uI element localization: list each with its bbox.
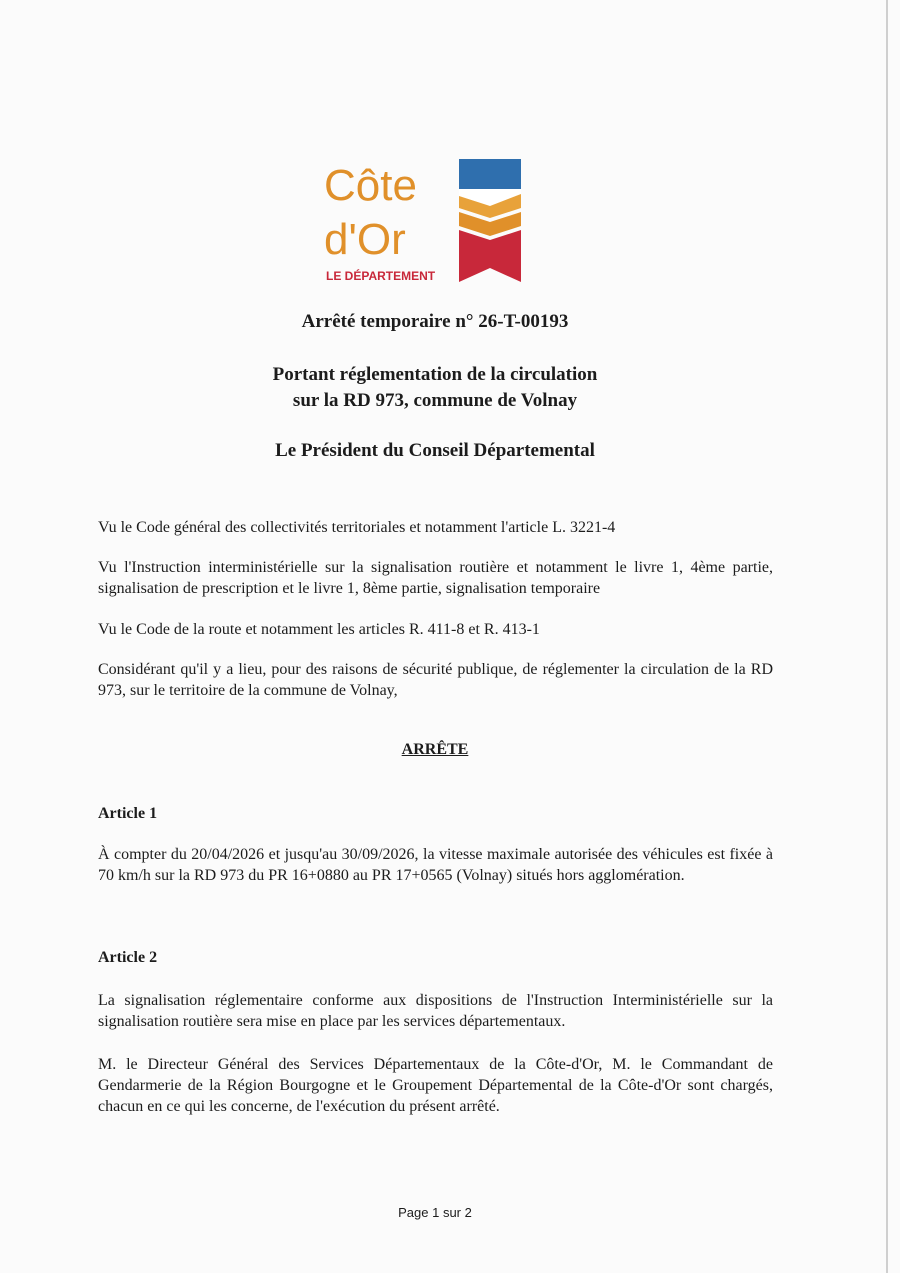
logo-line2: d'Or (324, 215, 406, 264)
arrete-subject (0, 362, 870, 414)
authority-title: Le Président du Conseil Départemental (275, 440, 595, 461)
article-2-heading: Article 2 (98, 949, 158, 966)
preamble-vu-1: Vu le Code général des collectivités territoriales et notamment l'article L. 3221-4 (98, 519, 616, 536)
logo-tagline: LE DÉPARTEMENT (326, 269, 436, 283)
article-2-text-1: La signalisation réglementaire conforme aux dispositions de l'Instruction Interministérielle sur la signalisation routière sera mise en place par les services départementaux. (98, 992, 773, 1030)
subject-line-2: sur la RD 973, commune de Volnay (292, 390, 578, 411)
logo-flag-icon (459, 159, 521, 282)
preamble-vu-3: Vu le Code de la route et notamment les articles R. 411-8 et R. 413-1 (98, 621, 540, 638)
page-edge (886, 0, 888, 1273)
preamble-vu-2: Vu l'Instruction interministérielle sur la signalisation routière et notamment le livre 1, 4ème partie, signalisation de prescription et le livre 1, 8ème partie, signalisation temporaire (98, 559, 773, 597)
article-1-text: À compter du 20/04/2026 et jusqu'au 30/09/2026, la vitesse maximale autorisée des véhicules est fixée à 70 km/h sur la RD 973 du PR 16+0880 au PR 17+0565 (Volnay) situés hors agglomération. (98, 846, 773, 884)
cote-dor-logo (322, 156, 524, 286)
article-2-text-2: M. le Directeur Général des Services Départementaux de la Côte-d'Or, M. le Commandant de Gendarmerie de la Région Bourgogne et le Groupement Départemental de la Côte-d'Or sont chargés, chacun en ce qui les concerne, de l'exécution du présent arrêté. (98, 1056, 773, 1115)
article-1-heading: Article 1 (98, 805, 158, 822)
page-number: Page 1 sur 2 (398, 1205, 472, 1220)
preamble-considerant: Considérant qu'il y a lieu, pour des raisons de sécurité publique, de réglementer la circulation de la RD 973, sur le territoire de la commune de Volnay, (98, 661, 773, 699)
arrete-title: ARRÊTE (401, 741, 469, 758)
subject-line-1: Portant réglementation de la circulation (272, 364, 598, 385)
logo-line1: Côte (324, 161, 417, 210)
arrete-number: Arrêté temporaire n° 26-T-00193 (301, 311, 569, 332)
